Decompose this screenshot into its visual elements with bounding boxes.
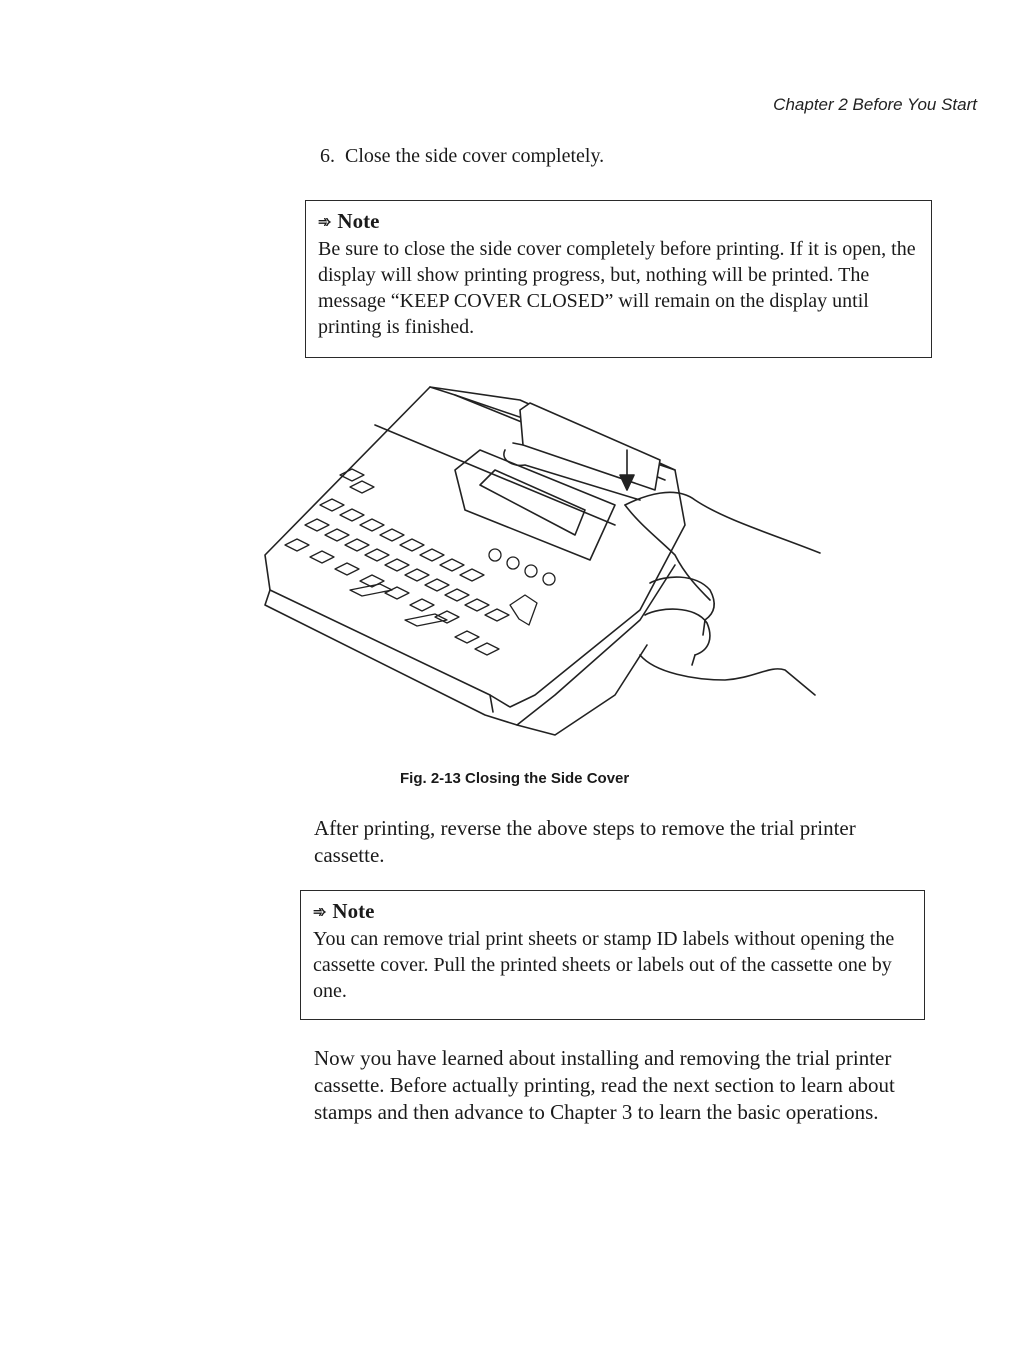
arrow-icon: ➾ [313,903,325,921]
note-heading [318,209,919,234]
note-box-cover [305,200,932,358]
note-text: Be sure to close the side cover completely before printing. If it is open, the display will show printing progress, but, nothing will be printed. The message “KEEP COVER CLOSED” will remain on the display until printing is finished. [318,238,916,338]
note-text: You can remove trial print sheets or stamp ID labels without opening the cassette cover. Pull the printed sheets or labels out of the cassette one by one. [313,928,895,1002]
step-text: Close the side cover completely. [345,145,605,167]
note-heading [313,899,912,924]
note-title: Note [332,899,375,923]
arrow-icon: ➾ [318,213,330,231]
paragraph-summary: Now you have learned about installing and removing the trial printer cassette. Before actually printing, read the next section to learn about stamps and then advance to Chapter 3 to learn the basic operations. [314,1046,895,1124]
note-box-remove [300,890,925,1020]
paragraph-after-printing: After printing, reverse the above steps to remove the trial printer cassette. [314,816,856,867]
step-number: 6. [320,145,335,167]
note-title: Note [337,209,380,233]
figure-caption: Fig. 2-13 Closing the Side Cover [400,770,630,787]
step-6 [320,145,604,168]
running-header: Chapter 2 Before You Start [773,95,977,114]
printer-illustration [255,375,835,750]
